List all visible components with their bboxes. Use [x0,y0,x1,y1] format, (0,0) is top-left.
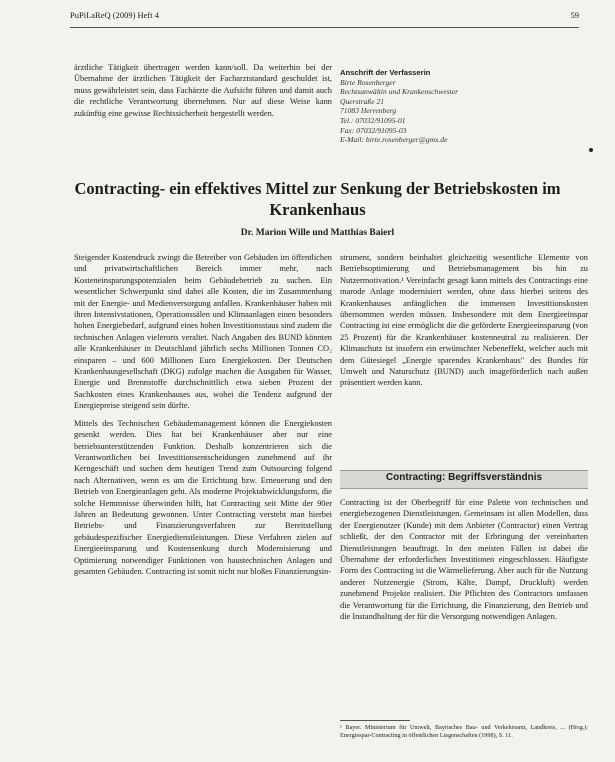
body-paragraph: Contracting ist der Oberbegriff für eine Palette von technischen und energiebezogenen Dienstleistungen. Gemeinsam ist allen Modellen, dass der Energienutzer (Kunde) mit dem Anbieter (Contractor) einen Vertrag schließt, der den Contractor mit der Erbringung der vereinbarten Dienstleistungen beauftragt. In den meisten Fällen ist dabei die Übernahme der erforderlichen Investitionen eingeschlossen. Häufigste Form des Contracting ist die Wärmelieferung. Aber auch für die Nutzung anderer Nutzenergie (Strom, Kälte, Dampf, Druckluft) werden zunehmend Projekte realisiert. Die Pflichten des Contractors umfassen die Verantwortung für die Errichtung, die Finanzierung, den Betrieb und die Instandhaltung der für die Versorgung notwendigen Anlagen. [340,498,588,622]
right-column [340,252,588,395]
article-title: Contracting- ein effektives Mittel zur Senkung der Betriebskosten im Krankenhaus [74,179,561,219]
header-rule [70,27,579,28]
body-paragraph: Mittels des Technischen Gebäudemanagement können die Energiekosten gesenkt werden. Dies hat bei Krankenhäuser aber nur eine betriebsunterstützenden Funktion. Deshalb konzentrieren sich die Verantwortlichen bei Investitionsentscheidungen zunehmend auf ihr Kerngeschäft und suchen dem heutigen Trend zum Outsourcing folgend nach Alternativen, wenn es um die Errichtung bzw. Erneuerung und den Betrieb von Energieanlagen geht. Als moderne Projektabwicklungsform, die solche Hemmnisse überwinden hilft, hat Contracting seit Mitte der 90er Jahren an Bedeutung gewonnen. Unter Contracting versteht man hierbei Betriebs- und Finanzierungsverfahren zur Bereitstellung gebäudespezifischer Energiedienstleistungen. Diese Verfahren zielen auf Energieeinsparung und Kostensenkung durch Modernisierung und Optimierung notwendiger Funktionen von haustechnischen Anlagen und gesamten Gebäuden. Contracting ist somit nicht nur bloßes Finanzierungsin- [74,418,332,576]
journal-name: PuPiLaReQ (2009) Heft 4 [70,10,160,20]
address-line: Fax: 07032/91095-03 [340,125,407,135]
address-line: Querstraße 21 [340,96,385,106]
intro-paragraph: ärztliche Tätigkeit übertragen werden kann/soll. Da weiterhin bei der Übernahme der ärztlichen Tätigkeit der Facharztstandard geschuldet ist, muss gewährleistet sein, dass Fachärzte die Aufsicht führen und damit auch die rechtliche Verantwortung übernehmen. Nur auf diese Weise kann zukünftig eine gewisse Rechtssicherheit hergestellt werden. [74,63,332,118]
page-header [70,10,579,20]
address-line: 71083 Herrenberg [340,106,397,116]
footnote-rule [340,720,410,721]
section-heading: Contracting: Begriffsverständnis [385,472,543,483]
address-line: Rechtsanwältin und Krankenschwester [340,87,459,97]
section-column [340,497,588,628]
address-line: Birte Rosenberger [340,77,396,87]
body-paragraph: strument, sondern beinhaltet gleichzeitig wesentliche Elemente von Betriebsoptimierung und Betriebsmanagement bis hin zu Nutzermotivation.¹ Vereinfacht gesagt kann mittels des Contractings eine marode Anlage modernisiert werden, ohne dass hierbei seitens des Krankenhauses anfänglichen die immensen Investitionskosten übernommen werden müssen. Insbesondere mit dem Energieeinspar Contracting ist eine ermöglicht die die geförderte Energieeinsparung (von 25 Prozent) für die Krankenhäuser kostenneutral zu realisieren. Der Klimaschutz ist insofern ein erwünschter Nebeneffekt, welcher auch mit dem Gütesiegel „Energie sparendes Krankenhaus" des Bundes für Umwelt und Naturschutz (BUND) auch imageförderlich nach außen präsentiert werden kann. [340,253,588,388]
body-paragraph: Steigender Kostendruck zwingt die Betreiber von Gebäuden im öffentlichen und privatwirtschaftlichen Bereich immer mehr, nach Kosteneinsparungspotenzialen beim Gebäudebetrieb zu suchen. Ein wesentlicher Schwerpunkt sind dabei alle Kosten, die im Zusammenhang mit der Energie- und Medienversorgung anfallen. Krankenhäuser haben mit ihren Intensivstationen, Operationssälen und Klimaanlagen einen besonders hohen Energiebedarf, aufgrund eines hohen Investitionsstaus sind zudem die technischen Anlagen vielerorts veraltet. Nach Angaben des BUND könnten alle Krankenhäuser in Deutschland jährlich sechs Millionen Tonnen CO₂ einsparen – und 600 Millionen Euro Energiekosten. Der Deutschen Krankenhausgesellschaft (DKG) zufolge machen die Ausgaben für Wasser, Energie und Brennstoffe durchschnittlich etwa sieben Prozent der Sachkosten eines Krankenhauses aus, wobei die Tendenz aufgrund der Energiepreise steigend sein dürfte. [74,253,332,411]
footnote: ¹ Bayer. Ministerium für Umwelt, Bayrisches Bau- und Verkehrsamt, Landkreis, ... (Hrsg.): Energiespar-Contracting in öffentlichen Liegenschaften (1998), S. 11. [340,724,588,739]
page-number: 59 [570,10,579,20]
article-authors: Dr. Marion Wille und Matthias Baierl [240,228,395,238]
author-address [340,68,590,145]
bullet-dot [589,148,593,152]
address-email[interactable]: E-Mail: birte.rosenberger@gmx.de [340,135,448,145]
intro-column [74,62,332,125]
left-column [74,252,332,583]
address-title: Anschrift der Verfasserin [340,68,431,77]
address-line: Tel.: 07032/91095-01 [340,115,406,125]
